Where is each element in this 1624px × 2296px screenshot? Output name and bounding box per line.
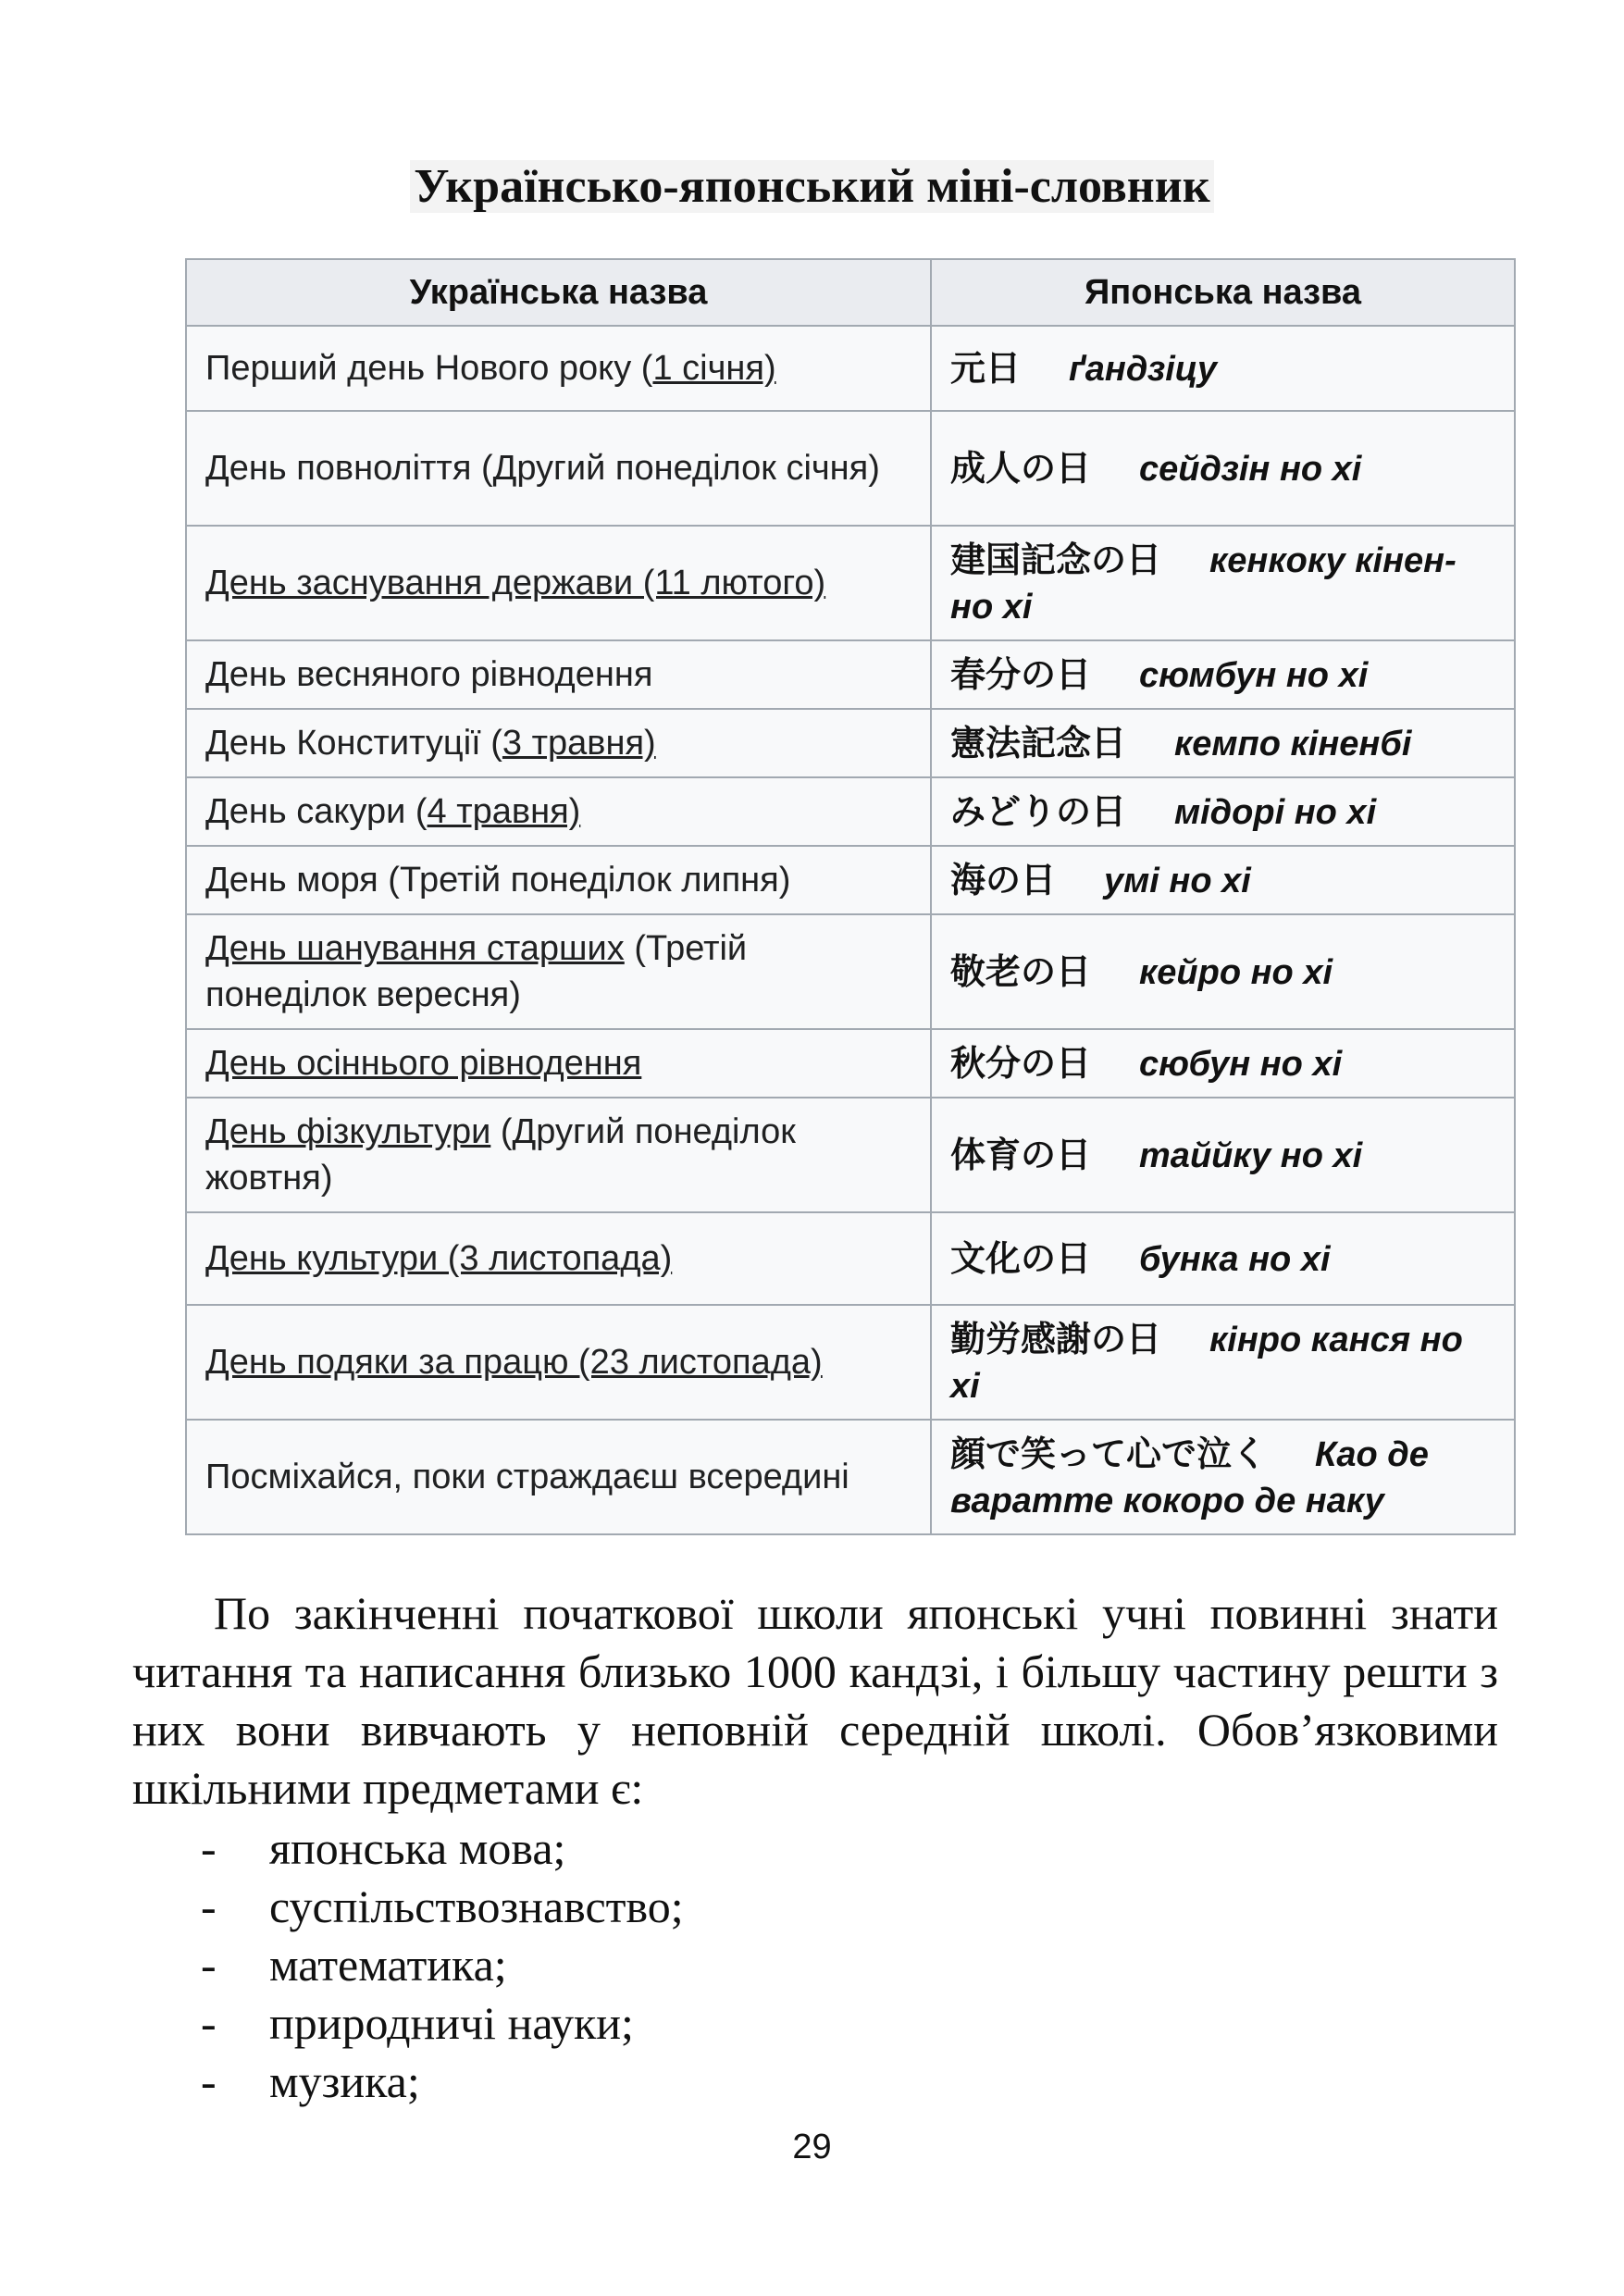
japanese-transliteration: кейро но хі <box>1139 952 1333 992</box>
ukrainian-name-text: День повноліття (Другий понеділок січня) <box>205 449 880 488</box>
table-row <box>186 411 1515 526</box>
subject-text: природничі науки; <box>269 1997 634 2049</box>
subject-text: математика; <box>269 1939 507 1991</box>
ukrainian-name-cell <box>186 1098 931 1212</box>
ukrainian-name-cell <box>186 411 931 526</box>
page-title <box>0 155 1624 218</box>
bullet-dash: - <box>201 1997 217 2049</box>
ukrainian-name-text: Перший день Нового року ( <box>205 349 653 388</box>
table-row <box>186 640 1515 709</box>
japanese-kanji: 秋分の日 <box>950 1042 1092 1084</box>
japanese-kanji: 海の日 <box>950 859 1057 900</box>
list-item <box>132 1819 1498 1878</box>
table-row <box>186 526 1515 640</box>
dictionary-table-body <box>186 326 1515 1534</box>
holiday-link[interactable]: 3 травня) <box>502 724 656 763</box>
holiday-link[interactable]: День осіннього рівнодення <box>205 1044 642 1083</box>
table-row <box>186 1305 1515 1420</box>
japanese-name-cell <box>931 1420 1515 1534</box>
column-header-japanese: Японська назва <box>931 259 1515 326</box>
holiday-link[interactable]: 1 січня) <box>652 349 776 388</box>
japanese-kanji: 憲法記念日 <box>950 722 1127 763</box>
ukrainian-name-text: (Другий понеділок жовтня) <box>205 1112 796 1198</box>
table-row <box>186 1212 1515 1305</box>
column-header-ukrainian: Українська назва <box>186 259 931 326</box>
japanese-kanji: 文化の日 <box>950 1237 1092 1279</box>
japanese-transliteration: сюмбун но хі <box>1139 655 1369 695</box>
japanese-name-cell <box>931 1305 1515 1420</box>
ukrainian-name-text: День Конституції ( <box>205 724 502 763</box>
subject-list <box>132 1819 1498 2111</box>
japanese-kanji: 敬老の日 <box>950 950 1092 992</box>
japanese-transliteration: сюбун но хі <box>1139 1044 1343 1084</box>
table-row <box>186 914 1515 1029</box>
japanese-transliteration: ґандзіцу <box>1069 349 1217 389</box>
bullet-dash: - <box>201 1939 217 1991</box>
japanese-kanji: 勤労感謝の日 <box>950 1318 1162 1359</box>
page-title-text: Українсько-японський міні-словник <box>410 160 1213 213</box>
japanese-name-cell <box>931 1029 1515 1098</box>
holiday-link[interactable]: День заснування держави (11 лютого) <box>205 564 826 602</box>
japanese-transliteration: бунка но хі <box>1139 1239 1331 1279</box>
japanese-transliteration: умі но хі <box>1104 861 1251 900</box>
holiday-link[interactable]: День подяки за працю (23 листопада) <box>205 1343 823 1382</box>
japanese-kanji: 春分の日 <box>950 653 1092 695</box>
bullet-dash: - <box>201 2055 217 2107</box>
ukrainian-name-text: День моря (Третій понеділок липня) <box>205 861 791 900</box>
japanese-kanji: 建国記念の日 <box>950 539 1162 580</box>
ukrainian-name-cell <box>186 1029 931 1098</box>
ukrainian-name-cell <box>186 326 931 411</box>
table-row <box>186 777 1515 846</box>
list-item <box>132 1936 1498 1994</box>
ukrainian-name-cell <box>186 914 931 1029</box>
japanese-transliteration: Као де варатте кокоро де наку <box>950 1434 1429 1520</box>
ukrainian-name-cell <box>186 1420 931 1534</box>
japanese-name-cell <box>931 1098 1515 1212</box>
ukrainian-name-text: День сакури ( <box>205 792 428 831</box>
ukrainian-name-cell <box>186 846 931 914</box>
page-number: 29 <box>792 2128 832 2166</box>
japanese-name-cell <box>931 709 1515 777</box>
ukrainian-name-cell <box>186 777 931 846</box>
holiday-link[interactable]: День шанування старших <box>205 929 625 968</box>
ukrainian-name-cell <box>186 1305 931 1420</box>
table-row <box>186 1098 1515 1212</box>
ukrainian-name-cell <box>186 640 931 709</box>
japanese-transliteration: таййку но хі <box>1139 1136 1363 1175</box>
japanese-name-cell <box>931 1212 1515 1305</box>
japanese-name-cell <box>931 640 1515 709</box>
japanese-name-cell <box>931 846 1515 914</box>
japanese-kanji: 顔で笑って心で泣く <box>950 1433 1268 1474</box>
ukrainian-name-text: (Третій понеділок вересня) <box>205 929 748 1014</box>
subject-text: японська мова; <box>269 1822 566 1874</box>
japanese-transliteration: кенкоку кінен-но хі <box>950 540 1457 627</box>
bullet-dash: - <box>201 1822 217 1874</box>
japanese-name-cell <box>931 526 1515 640</box>
ukrainian-name-cell <box>186 1212 931 1305</box>
holiday-link[interactable]: День культури (3 листопада) <box>205 1239 673 1278</box>
japanese-kanji: 体育の日 <box>950 1134 1092 1175</box>
japanese-name-cell <box>931 777 1515 846</box>
body-paragraph: По закінченні початкової школи японські учні повинні знати читання та написання близько 1000 кандзі, і більшу частину решти з них вони вивчають у неповній середній школі. Обов’язковими шкільними предметами є: <box>132 1587 1498 1814</box>
subject-text: музика; <box>269 2055 420 2107</box>
japanese-kanji: みどりの日 <box>950 790 1127 832</box>
japanese-transliteration: сейдзін но хі <box>1139 449 1362 489</box>
japanese-transliteration: кінро канся но хі <box>950 1320 1463 1406</box>
ukrainian-name-cell <box>186 709 931 777</box>
japanese-name-cell <box>931 326 1515 411</box>
bullet-dash: - <box>201 1880 217 1932</box>
japanese-transliteration: кемпо кіненбі <box>1174 724 1412 763</box>
japanese-name-cell <box>931 914 1515 1029</box>
table-header-row <box>186 259 1515 326</box>
ukrainian-name-text: Посміхайся, поки страждаєш всередині <box>205 1458 849 1496</box>
japanese-transliteration: мідорі но хі <box>1174 792 1377 832</box>
japanese-kanji: 元日 <box>950 347 1022 389</box>
japanese-name-cell <box>931 411 1515 526</box>
ukrainian-name-cell <box>186 526 931 640</box>
table-row <box>186 1420 1515 1534</box>
subject-text: суспільствознавство; <box>269 1880 684 1932</box>
table-row <box>186 846 1515 914</box>
table-row <box>186 326 1515 411</box>
list-item <box>132 1994 1498 2053</box>
list-item <box>132 1878 1498 1936</box>
holiday-link[interactable]: 4 травня) <box>427 792 581 831</box>
dictionary-table <box>185 258 1516 1535</box>
table-row <box>186 709 1515 777</box>
ukrainian-name-text: День весняного рівнодення <box>205 655 653 694</box>
holiday-link[interactable]: День фізкультури <box>205 1112 491 1151</box>
list-item <box>132 2053 1498 2111</box>
japanese-kanji: 成人の日 <box>950 447 1092 489</box>
table-row <box>186 1029 1515 1098</box>
